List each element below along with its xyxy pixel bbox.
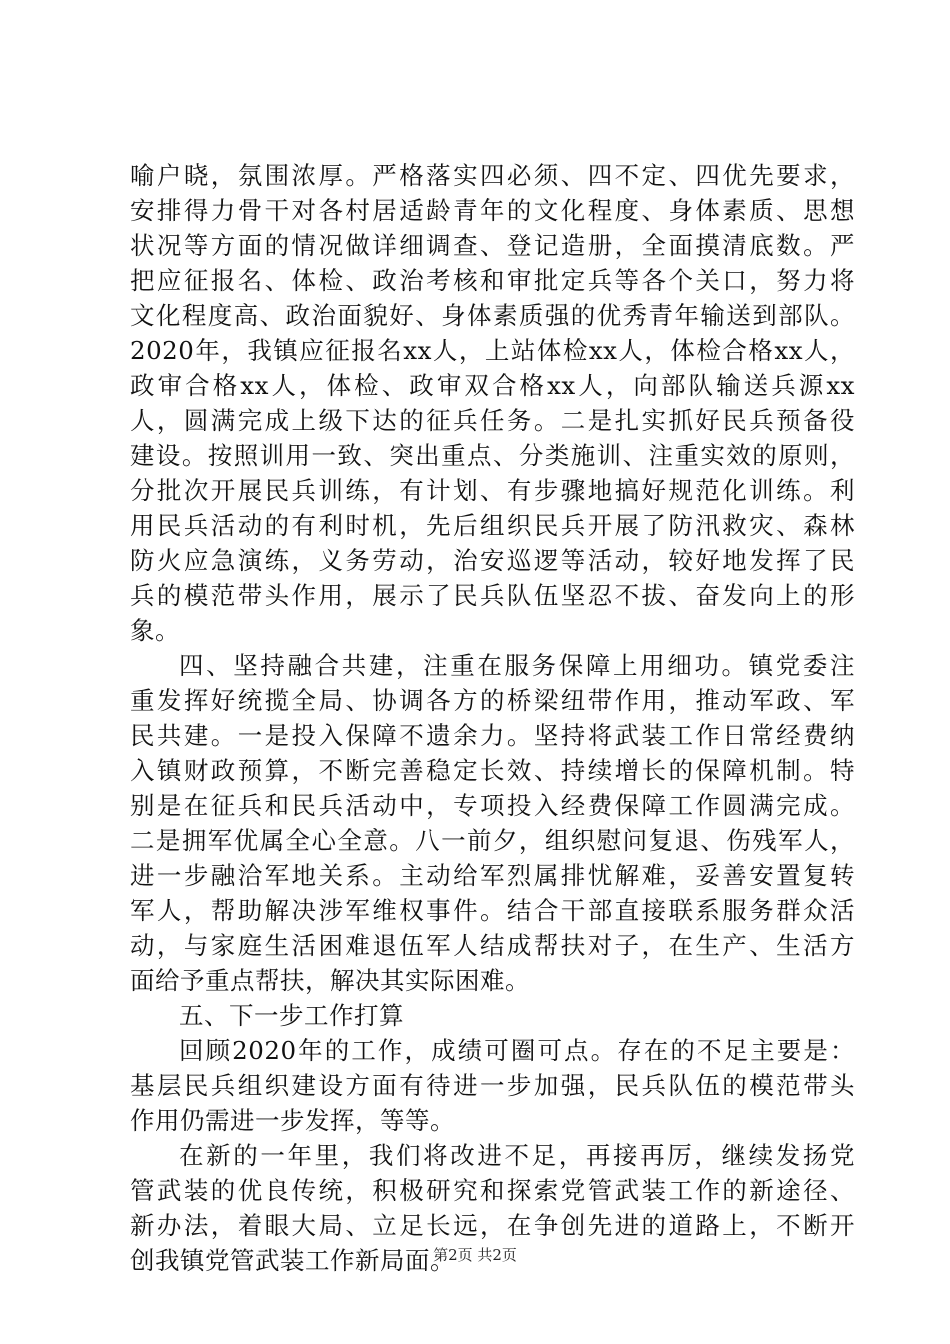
- text-line: 作用仍需进一步发挥，等等。: [130, 1106, 455, 1135]
- text-line: 兵的模范带头作用，展示了民兵队伍坚忍不拔、奋发向上的形: [130, 581, 855, 610]
- text-line: 在新的一年里，我们将改进不足，再接再厉，继续发扬党: [179, 1141, 855, 1170]
- text-line: 状况等方面的情况做详细调查、登记造册，全面摸清底数。严: [130, 231, 855, 260]
- text-line: 进一步融洽军地关系。主动给军烈属排忧解难，妥善安置复转: [130, 861, 855, 890]
- text-line: 别是在征兵和民兵活动中，专项投入经费保障工作圆满完成。: [130, 791, 855, 820]
- text-line: 用民兵活动的有利时机，先后组织民兵开展了防汛救灾、森林: [130, 511, 855, 540]
- text-line: 2020年，我镇应征报名xx人，上站体检xx人，体检合格xx人，: [130, 336, 855, 365]
- text-line: 新办法，着眼大局、立足长远，在争创先进的道路上，不断开: [130, 1211, 855, 1240]
- text-line: 人，圆满完成上级下达的征兵任务。二是扎实抓好民兵预备役: [130, 406, 855, 435]
- page-number-footer: 第2页 共2页: [433, 1246, 517, 1264]
- text-line: 建设。按照训用一致、突出重点、分类施训、注重实效的原则，: [130, 441, 855, 470]
- text-line: 喻户晓，氛围浓厚。严格落实四必须、四不定、四优先要求，: [130, 161, 855, 190]
- text-line: 重发挥好统揽全局、协调各方的桥梁纽带作用，推动军政、军: [130, 686, 855, 715]
- body-text: [130, 158, 855, 1278]
- text-line: 民共建。一是投入保障不遗余力。坚持将武装工作日常经费纳: [130, 721, 855, 750]
- text-line: 军人，帮助解决涉军维权事件。结合干部直接联系服务群众活: [130, 896, 855, 925]
- text-line: 防火应急演练，义务劳动，治安巡逻等活动，较好地发挥了民: [130, 546, 855, 575]
- text-line: 创我镇党管武装工作新局面。: [130, 1246, 455, 1275]
- text-line: 管武装的优良传统，积极研究和探索党管武装工作的新途径、: [130, 1176, 855, 1205]
- text-line: 二是拥军优属全心全意。八一前夕，组织慰问复退、伤残军人，: [130, 826, 855, 855]
- text-line: 五、下一步工作打算: [179, 1001, 404, 1030]
- text-line: 安排得力骨干对各村居适龄青年的文化程度、身体素质、思想: [130, 196, 855, 225]
- text-line: 分批次开展民兵训练，有计划、有步骤地搞好规范化训练。利: [130, 476, 855, 505]
- text-line: 把应征报名、体检、政治考核和审批定兵等各个关口，努力将: [130, 266, 855, 295]
- text-line: 象。: [130, 616, 180, 645]
- text-line: 政审合格xx人，体检、政审双合格xx人，向部队输送兵源xx: [130, 371, 855, 400]
- text-line: 入镇财政预算，不断完善稳定长效、持续增长的保障机制。特: [130, 756, 855, 785]
- text-line: 文化程度高、政治面貌好、身体素质强的优秀青年输送到部队。: [130, 301, 855, 330]
- text-line: 四、坚持融合共建，注重在服务保障上用细功。镇党委注: [179, 651, 855, 680]
- text-line: 回顾2020年的工作，成绩可圈可点。存在的不足主要是：: [179, 1036, 855, 1065]
- text-line: 基层民兵组织建设方面有待进一步加强，民兵队伍的模范带头: [130, 1071, 855, 1100]
- text-line: 动，与家庭生活困难退伍军人结成帮扶对子，在生产、生活方: [130, 931, 855, 960]
- text-line: 面给予重点帮扶，解决其实际困难。: [130, 966, 530, 995]
